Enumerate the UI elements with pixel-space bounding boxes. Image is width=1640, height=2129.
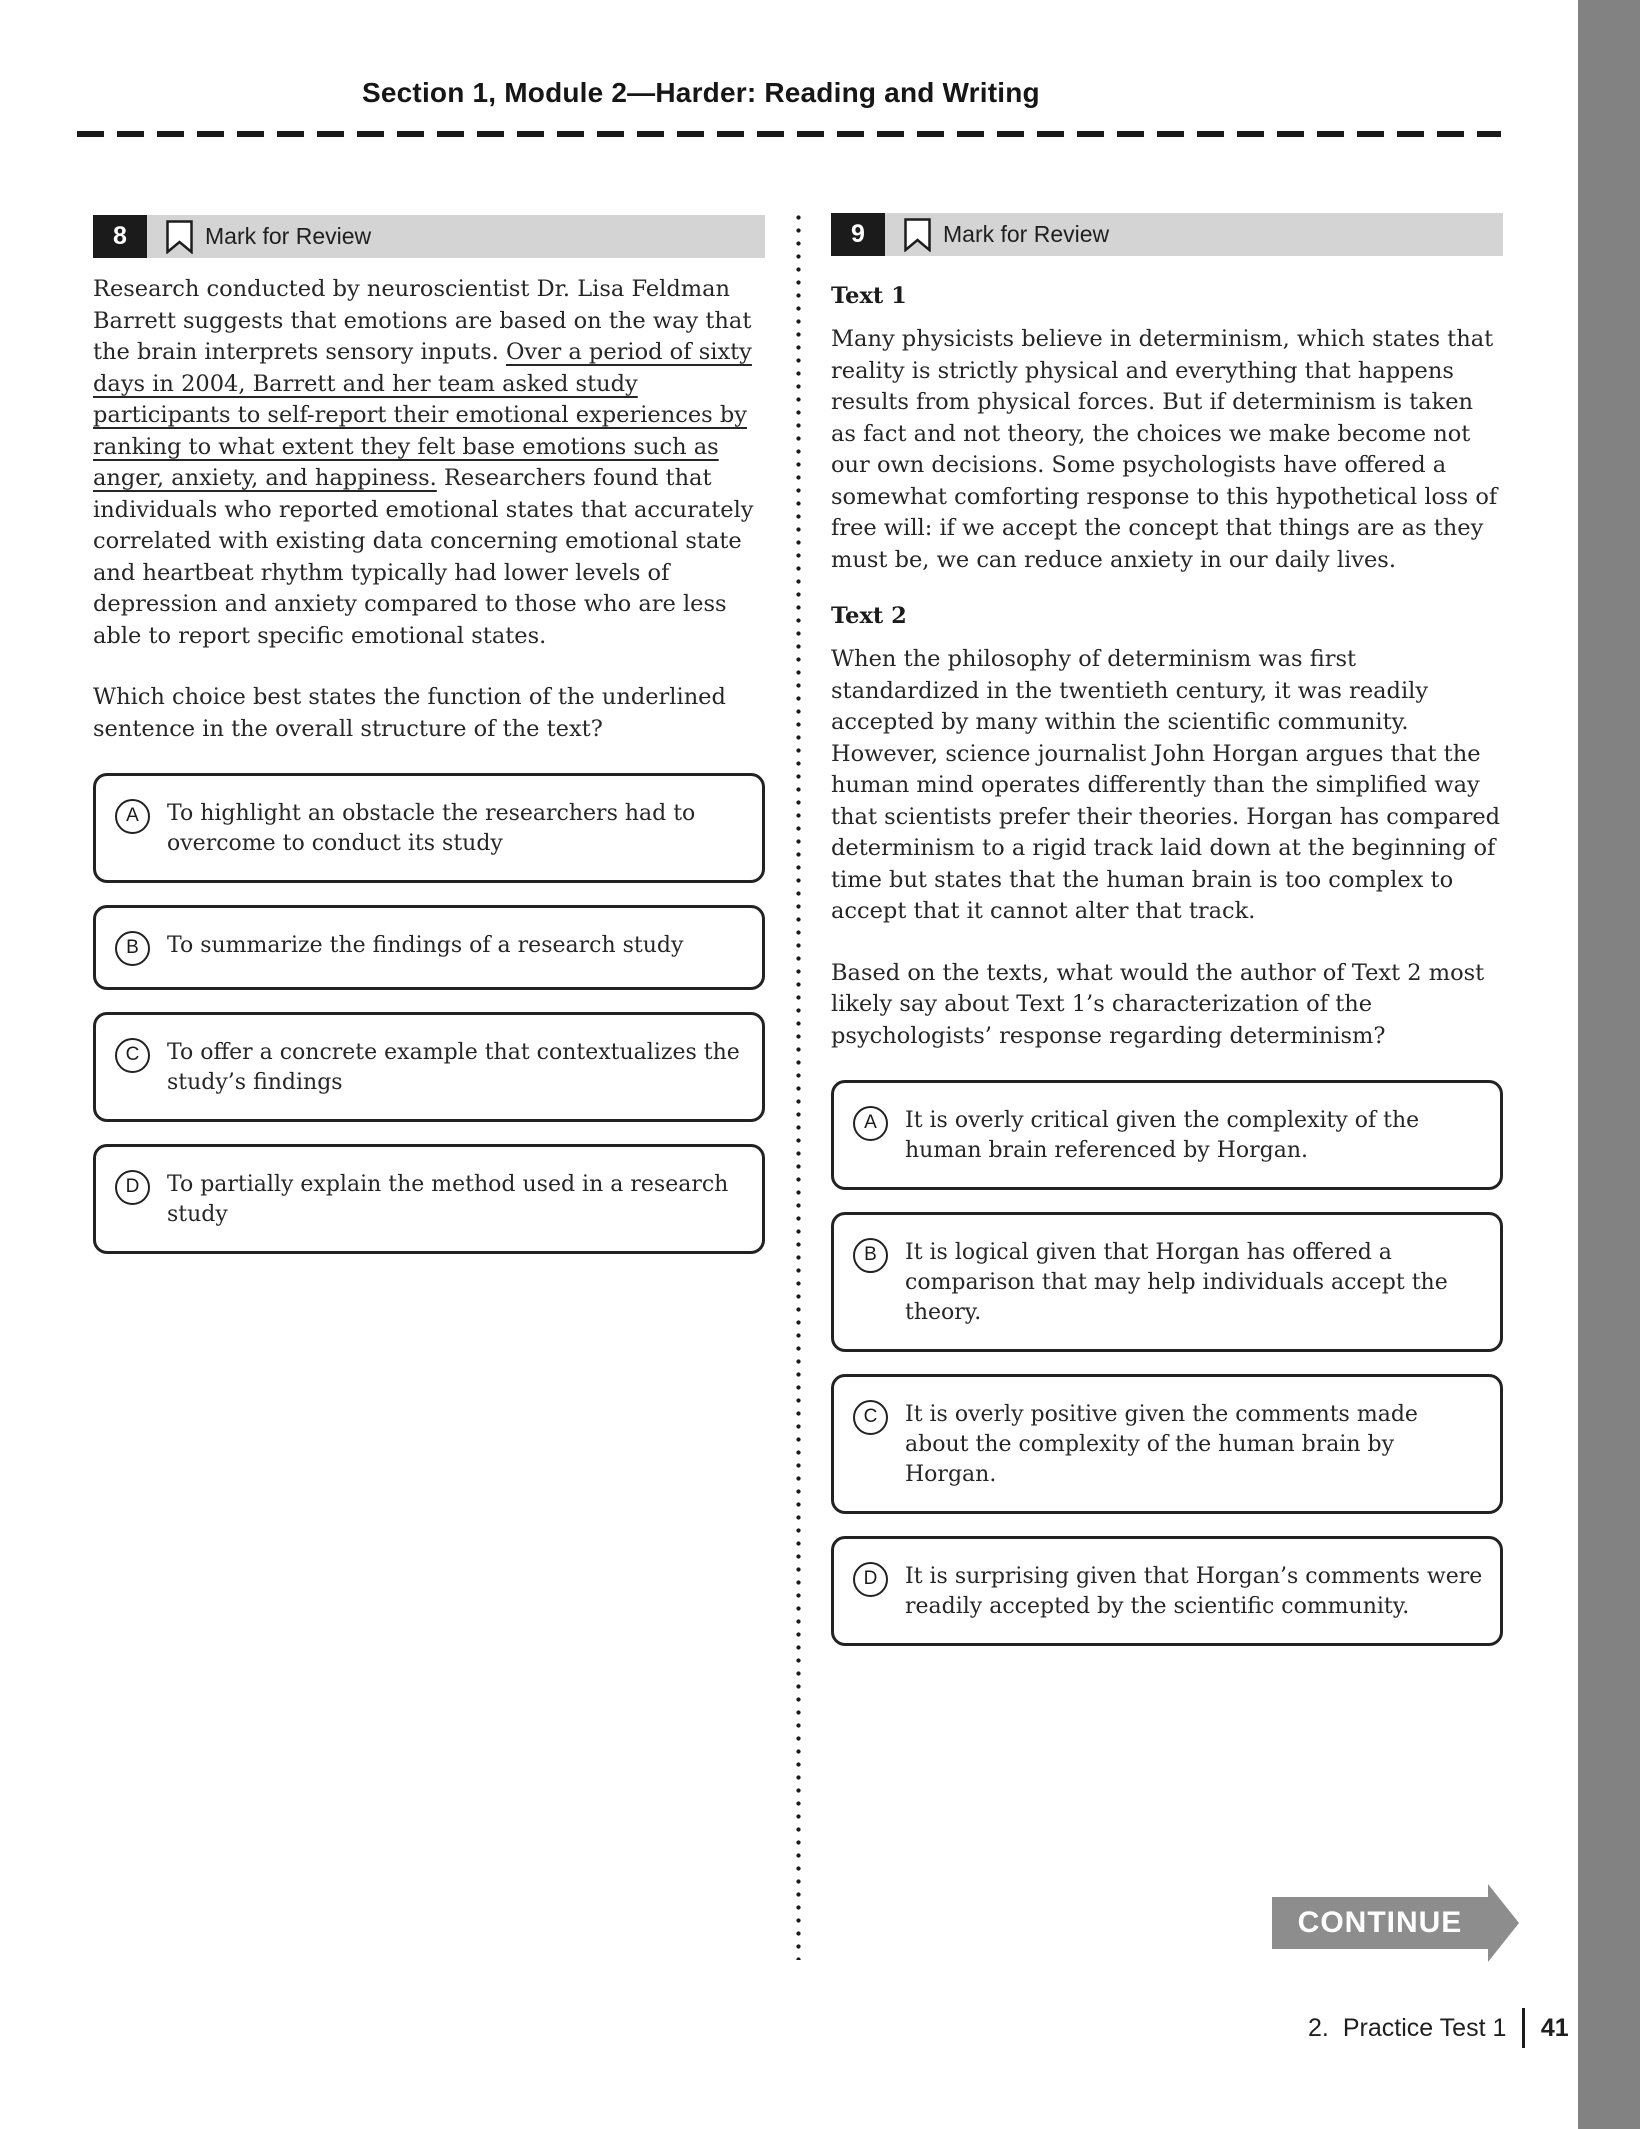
text1-passage: Many physicists believe in determinism, which states that reality is strictly physical and everything that happens results from physical forces. But if determinism is taken as fact and not theory, the choices we make become not our own decisions. Some psychologists have offered a somewhat comforting response to this hypothetical loss of free will: if we accept the concept that things are as they must be, we can reduce anxiety in our daily lives. — [831, 326, 1498, 573]
answer-option-a[interactable] — [93, 773, 765, 883]
option-text: It is overly critical given the complexity of the human brain referenced by Horgan. — [905, 1108, 1420, 1163]
answer-option-b[interactable] — [831, 1212, 1503, 1352]
answer-options — [831, 1080, 1503, 1646]
question-8-header-bar — [93, 215, 765, 258]
column-divider — [796, 215, 801, 1960]
header-rule — [77, 131, 1501, 137]
footer-divider — [1522, 2008, 1525, 2048]
text2-passage: When the philosophy of determinism was first standardized in the twentieth century, it was readily accepted by many within the scientific community. However, science journalist John Horgan argues that the human mind operates differently than the simplified way that scientists prefer their theories. Horgan has compared determinism to a rigid track laid down at the beginning of time but states that the human brain is too complex to accept that it cannot alter that track. — [831, 646, 1501, 924]
footer-chapter-number: 2. — [1308, 2013, 1329, 2042]
option-text: To partially explain the method used in a research study — [167, 1172, 729, 1227]
footer-label: Practice Test 1 — [1342, 2013, 1507, 2042]
mark-for-review-label: Mark for Review — [943, 221, 1110, 247]
text1-heading: Text 1 — [831, 283, 907, 309]
answer-option-d[interactable] — [831, 1536, 1503, 1646]
passage-text-after: Researchers found that individuals who reported emotional states that accurately correlated with existing data concerning emotional state and heartbeat rhythm typically had lower levels of depression and anxiety compared to those who are less able to report specific emotional states. — [93, 465, 754, 649]
answer-option-a[interactable] — [831, 1080, 1503, 1190]
question-8-block — [93, 215, 765, 1276]
mark-for-review-label: Mark for Review — [205, 223, 372, 249]
option-text: It is logical given that Horgan has offered a comparison that may help individuals accept the theory. — [905, 1240, 1448, 1325]
passage — [93, 274, 765, 652]
option-letter-badge: A — [115, 799, 150, 834]
mark-for-review-button[interactable] — [147, 215, 371, 258]
question-9-block — [831, 213, 1503, 1668]
question-9-header-bar — [831, 213, 1503, 256]
answer-option-c[interactable] — [831, 1374, 1503, 1514]
passage-text-before: Research conducted by neuroscientist Dr. Lisa Feldman Barrett suggests that emotions are based on the way that the brain interprets sensory inputs. — [93, 276, 752, 365]
continue-arrow-icon — [1488, 1884, 1519, 1962]
question-prompt: Based on the texts, what would the author of Text 2 most likely say about Text 1’s characterization of the psychologists’ response regarding determinism? — [831, 959, 1485, 1049]
page-edge-bar — [1578, 0, 1640, 2129]
option-letter-badge: B — [853, 1238, 888, 1273]
option-letter-badge: A — [853, 1106, 888, 1141]
page-footer — [1308, 2008, 1569, 2048]
question-number-badge: 8 — [93, 215, 147, 258]
footer-page-number: 41 — [1540, 2013, 1569, 2042]
option-letter-badge: D — [115, 1170, 150, 1205]
option-text: To offer a concrete example that contextualizes the study’s findings — [167, 1040, 740, 1095]
page-title: Section 1, Module 2—Harder: Reading and Writing — [362, 77, 1040, 108]
option-letter-badge: C — [853, 1400, 888, 1435]
answer-option-d[interactable] — [93, 1144, 765, 1254]
option-text: It is surprising given that Horgan’s comments were readily accepted by the scientific community. — [905, 1564, 1483, 1619]
passage-underlined-text: Over a period of sixty days in 2004, Barrett and her team asked study participants to self-report their emotional experiences by ranking to what extent they felt base emotions such as anger, anxiety, and happiness. — [93, 339, 752, 491]
question-prompt: Which choice best states the function of the underlined sentence in the overall structure of the text? — [93, 684, 726, 742]
text2-heading: Text 2 — [831, 603, 907, 629]
answer-option-c[interactable] — [93, 1012, 765, 1122]
answer-options — [93, 773, 765, 1254]
mark-for-review-button[interactable] — [885, 213, 1109, 256]
option-text: It is overly positive given the comments made about the complexity of the human brain by Horgan. — [905, 1402, 1418, 1487]
option-letter-badge: C — [115, 1038, 150, 1073]
option-text: To highlight an obstacle the researchers had to overcome to conduct its study — [167, 801, 696, 856]
option-letter-badge: B — [115, 931, 150, 966]
continue-button[interactable]: CONTINUE — [1272, 1897, 1488, 1949]
question-number-badge: 9 — [831, 213, 885, 256]
option-text: To summarize the findings of a research study — [167, 933, 684, 958]
bookmark-icon — [166, 220, 193, 254]
option-letter-badge: D — [853, 1562, 888, 1597]
answer-option-b[interactable] — [93, 905, 765, 990]
bookmark-icon — [904, 218, 931, 252]
